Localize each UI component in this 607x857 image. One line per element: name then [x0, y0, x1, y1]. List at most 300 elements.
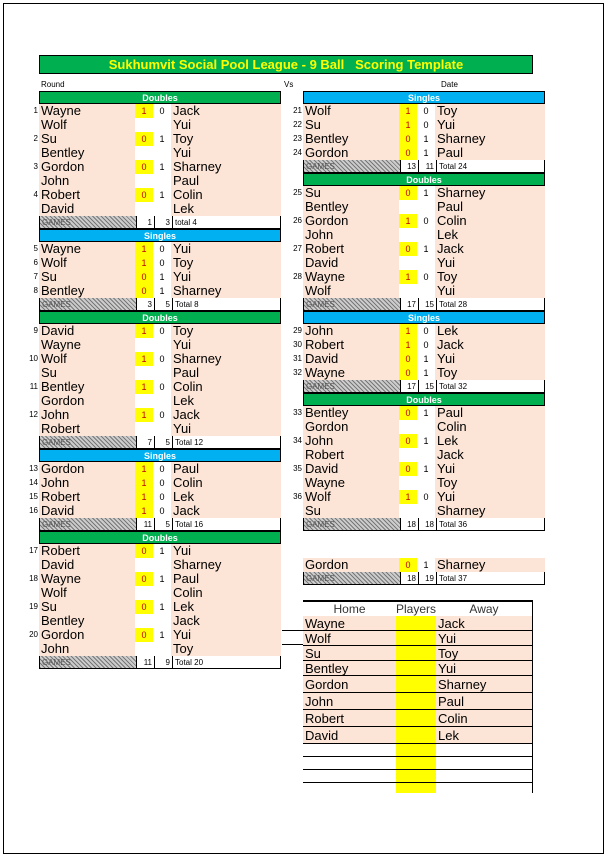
players-cell[interactable] [396, 757, 436, 769]
games-total-row [303, 518, 545, 531]
home-player[interactable]: Gordon [39, 628, 135, 642]
away-score[interactable]: 0 [153, 462, 171, 476]
score-row [33, 104, 281, 118]
games-label: GAMES [40, 216, 136, 228]
away-score[interactable] [417, 420, 435, 434]
home-score[interactable]: 1 [135, 490, 153, 504]
home-player[interactable]: Wolf [39, 256, 135, 270]
home-player[interactable]: Wayne [39, 242, 135, 256]
home-roster-empty[interactable] [303, 770, 396, 782]
home-player[interactable]: John [39, 408, 135, 422]
home-score[interactable] [135, 146, 153, 160]
away-player[interactable]: Lek [435, 434, 545, 448]
away-score[interactable] [153, 338, 171, 352]
away-score[interactable] [153, 366, 171, 380]
away-player[interactable]: Yui [171, 422, 281, 436]
away-score[interactable]: 1 [153, 600, 171, 614]
score-row [293, 270, 545, 284]
away-score[interactable]: 1 [417, 352, 435, 366]
away-player[interactable]: Yui [435, 352, 545, 366]
away-score[interactable] [417, 228, 435, 242]
home-score[interactable]: 1 [135, 380, 153, 394]
home-score[interactable]: 1 [399, 270, 417, 284]
home-score[interactable]: 0 [135, 572, 153, 586]
away-player[interactable]: Jack [435, 242, 545, 256]
games-home: 17 [400, 380, 418, 392]
home-score[interactable] [399, 420, 417, 434]
home-player[interactable]: John [303, 324, 399, 338]
away-player[interactable]: Colin [435, 214, 545, 228]
away-player[interactable]: Lek [171, 490, 281, 504]
home-player[interactable]: Bentley [39, 380, 135, 394]
home-score[interactable]: 1 [135, 242, 153, 256]
home-score[interactable] [399, 448, 417, 462]
score-row [293, 132, 545, 146]
away-score[interactable]: 1 [417, 462, 435, 476]
games-home: 1 [136, 216, 154, 228]
away-score[interactable] [417, 256, 435, 270]
home-player[interactable]: David [39, 202, 135, 216]
away-score[interactable]: 0 [417, 324, 435, 338]
away-roster-player[interactable]: Sharney [436, 676, 532, 692]
away-player[interactable]: Yui [435, 118, 545, 132]
home-player[interactable]: Wolf [39, 118, 135, 132]
home-score[interactable] [135, 338, 153, 352]
home-player[interactable]: Robert [303, 242, 399, 256]
away-player[interactable]: Yui [171, 270, 281, 284]
away-score[interactable]: 0 [417, 270, 435, 284]
away-player[interactable]: Yui [435, 284, 545, 298]
away-score[interactable] [417, 200, 435, 214]
home-roster-player[interactable]: Su [303, 646, 396, 660]
home-score[interactable] [135, 642, 153, 656]
players-cell[interactable] [396, 693, 436, 709]
players-cell[interactable] [396, 770, 436, 782]
home-score[interactable] [135, 202, 153, 216]
away-player[interactable]: Toy [435, 270, 545, 284]
away-player[interactable]: Paul [435, 200, 545, 214]
away-player[interactable]: Lek [435, 228, 545, 242]
home-player[interactable]: Wolf [303, 490, 399, 504]
away-player[interactable]: Sharney [435, 132, 545, 146]
away-player[interactable]: Yui [171, 118, 281, 132]
home-score[interactable]: 0 [135, 284, 153, 298]
away-player[interactable]: Colin [171, 188, 281, 202]
games-home: 13 [400, 160, 418, 172]
away-score[interactable]: 0 [153, 324, 171, 338]
score-row [39, 202, 281, 216]
away-score[interactable]: 0 [153, 380, 171, 394]
away-player[interactable]: Sharney [435, 558, 545, 572]
date-label: Date [441, 80, 458, 89]
home-score[interactable]: 1 [399, 214, 417, 228]
away-player[interactable]: Toy [435, 104, 545, 118]
home-score[interactable]: 1 [135, 352, 153, 366]
away-roster-empty[interactable] [436, 744, 532, 756]
away-score[interactable]: 1 [417, 366, 435, 380]
away-player[interactable]: Sharney [171, 284, 281, 298]
home-score[interactable] [399, 476, 417, 490]
home-player[interactable]: David [303, 256, 399, 270]
home-player[interactable]: Wayne [39, 104, 135, 118]
home-player[interactable]: Su [303, 118, 399, 132]
round-number: 30 [293, 340, 302, 349]
away-player[interactable]: Lek [435, 324, 545, 338]
home-score[interactable] [135, 586, 153, 600]
home-score[interactable]: 0 [135, 270, 153, 284]
away-player[interactable]: Jack [171, 504, 281, 518]
away-player[interactable]: Colin [171, 586, 281, 600]
away-player[interactable]: Colin [171, 380, 281, 394]
home-score[interactable] [135, 174, 153, 188]
home-player[interactable]: Robert [39, 422, 135, 436]
players-cell[interactable] [396, 661, 436, 675]
score-row [33, 324, 281, 338]
home-player[interactable]: Gordon [303, 146, 399, 160]
home-player[interactable]: David [39, 558, 135, 572]
away-player[interactable]: Toy [171, 642, 281, 656]
home-player[interactable]: Wayne [303, 476, 399, 490]
games-total: Total 28 [436, 298, 544, 310]
away-player[interactable]: Toy [171, 256, 281, 270]
away-roster-player[interactable]: Lek [436, 727, 532, 743]
away-score[interactable]: 1 [417, 132, 435, 146]
away-player[interactable]: Sharney [171, 160, 281, 174]
home-player[interactable]: Robert [39, 544, 135, 558]
home-player[interactable]: Su [303, 504, 399, 518]
home-player[interactable]: Gordon [39, 394, 135, 408]
away-player[interactable]: Lek [171, 394, 281, 408]
home-score[interactable]: 1 [399, 324, 417, 338]
players-cell[interactable] [396, 616, 436, 630]
home-score[interactable]: 0 [399, 242, 417, 256]
away-score[interactable]: 0 [153, 490, 171, 504]
away-score[interactable]: 0 [153, 256, 171, 270]
home-score[interactable]: 1 [135, 504, 153, 518]
away-player[interactable]: Sharney [171, 558, 281, 572]
home-header: Home [333, 602, 366, 616]
home-score[interactable]: 0 [135, 628, 153, 642]
away-score[interactable]: 1 [417, 186, 435, 200]
away-score[interactable] [153, 174, 171, 188]
away-roster-player[interactable]: Toy [436, 646, 532, 660]
away-player[interactable]: Yui [171, 628, 281, 642]
home-score[interactable] [135, 118, 153, 132]
away-score[interactable] [153, 118, 171, 132]
away-score[interactable]: 1 [153, 160, 171, 174]
score-row [39, 614, 281, 628]
home-score[interactable]: 1 [135, 324, 153, 338]
home-roster-empty[interactable] [303, 744, 396, 756]
away-score[interactable]: 1 [417, 558, 435, 572]
away-player[interactable]: Sharney [435, 186, 545, 200]
home-roster-player[interactable]: Bentley [303, 661, 396, 675]
players-cell[interactable] [396, 727, 436, 743]
away-player[interactable]: Paul [171, 572, 281, 586]
players-cell[interactable] [396, 710, 436, 726]
home-score[interactable] [399, 200, 417, 214]
away-score[interactable]: 0 [417, 338, 435, 352]
home-player[interactable]: Bentley [39, 146, 135, 160]
home-score[interactable] [135, 614, 153, 628]
home-score[interactable]: 0 [135, 132, 153, 146]
score-row [29, 380, 281, 394]
home-score[interactable] [399, 284, 417, 298]
home-score[interactable]: 0 [399, 434, 417, 448]
home-player[interactable]: Su [303, 186, 399, 200]
home-score[interactable]: 1 [135, 462, 153, 476]
away-roster-player[interactable]: Paul [436, 693, 532, 709]
away-player[interactable]: Paul [171, 174, 281, 188]
away-score[interactable] [153, 394, 171, 408]
home-player[interactable]: Robert [39, 490, 135, 504]
home-score[interactable] [399, 256, 417, 270]
home-score[interactable]: 0 [135, 544, 153, 558]
away-player[interactable]: Toy [435, 366, 545, 380]
away-player[interactable]: Yui [171, 146, 281, 160]
players-row [303, 676, 532, 693]
players-row [303, 646, 532, 661]
home-player[interactable]: John [303, 228, 399, 242]
home-score[interactable]: 1 [135, 256, 153, 270]
home-player[interactable]: Su [39, 132, 135, 146]
home-score[interactable]: 1 [399, 490, 417, 504]
home-player[interactable]: David [303, 462, 399, 476]
away-player[interactable]: Yui [171, 338, 281, 352]
home-player[interactable]: Su [39, 270, 135, 284]
away-player[interactable]: Colin [171, 476, 281, 490]
away-player[interactable]: Paul [171, 366, 281, 380]
score-row [33, 242, 281, 256]
away-score[interactable] [417, 284, 435, 298]
away-player[interactable]: Jack [171, 408, 281, 422]
home-score[interactable]: 1 [135, 104, 153, 118]
home-player[interactable]: John [39, 642, 135, 656]
round-number: 31 [293, 354, 302, 363]
home-player[interactable]: Wayne [39, 572, 135, 586]
home-player[interactable]: Wayne [303, 366, 399, 380]
away-score[interactable]: 1 [153, 132, 171, 146]
away-player[interactable]: Yui [435, 490, 545, 504]
away-score[interactable] [153, 614, 171, 628]
home-score[interactable]: 0 [399, 186, 417, 200]
away-score[interactable]: 0 [417, 118, 435, 132]
players-cell[interactable] [396, 631, 436, 645]
home-player[interactable]: Wolf [303, 284, 399, 298]
away-player[interactable]: Yui [171, 544, 281, 558]
away-score[interactable]: 1 [153, 284, 171, 298]
away-player[interactable]: Sharney [171, 352, 281, 366]
away-score[interactable] [153, 422, 171, 436]
home-player[interactable]: Wayne [39, 338, 135, 352]
home-score[interactable] [135, 558, 153, 572]
home-player[interactable]: Gordon [303, 214, 399, 228]
home-player[interactable]: Bentley [39, 614, 135, 628]
away-score[interactable] [417, 476, 435, 490]
away-score[interactable] [153, 642, 171, 656]
home-player[interactable]: Bentley [303, 132, 399, 146]
doubles-block [293, 393, 545, 531]
home-player[interactable]: Wolf [39, 352, 135, 366]
home-player[interactable]: Robert [303, 448, 399, 462]
away-score[interactable] [153, 146, 171, 160]
away-player[interactable]: Paul [171, 462, 281, 476]
round-number: 22 [293, 120, 302, 129]
home-score[interactable] [135, 366, 153, 380]
away-roster-player[interactable]: Yui [436, 631, 532, 645]
away-player[interactable]: Toy [171, 132, 281, 146]
home-score[interactable]: 0 [399, 462, 417, 476]
away-score[interactable]: 0 [153, 352, 171, 366]
games-total: Total 12 [172, 436, 280, 448]
home-score[interactable]: 0 [399, 558, 417, 572]
games-label: GAMES [304, 572, 400, 584]
home-player[interactable]: Robert [39, 188, 135, 202]
away-roster-player[interactable]: Yui [436, 661, 532, 675]
singles-block [293, 311, 545, 393]
round-number: 1 [33, 106, 38, 115]
home-player[interactable]: John [303, 434, 399, 448]
away-player[interactable]: Paul [435, 146, 545, 160]
home-roster-player[interactable]: Gordon [303, 676, 396, 692]
away-score[interactable]: 1 [417, 242, 435, 256]
home-score[interactable] [135, 394, 153, 408]
away-player[interactable]: Sharney [435, 504, 545, 518]
score-row [303, 476, 545, 490]
home-player[interactable]: Gordon [303, 420, 399, 434]
away-score[interactable]: 1 [417, 406, 435, 420]
away-score[interactable] [417, 504, 435, 518]
away-score[interactable] [417, 448, 435, 462]
away-score[interactable]: 1 [153, 188, 171, 202]
home-roster-player[interactable]: Wolf [303, 631, 396, 645]
home-player[interactable]: Bentley [39, 284, 135, 298]
players-cell[interactable] [396, 744, 436, 756]
round-number: 15 [29, 492, 38, 501]
home-player[interactable]: Wayne [303, 270, 399, 284]
home-score[interactable]: 1 [135, 408, 153, 422]
home-score[interactable]: 1 [135, 476, 153, 490]
home-score[interactable] [399, 228, 417, 242]
home-player[interactable]: Wolf [303, 104, 399, 118]
home-score[interactable]: 0 [399, 146, 417, 160]
home-score[interactable]: 1 [399, 338, 417, 352]
round-number: 33 [293, 408, 302, 417]
games-total-row [303, 572, 545, 585]
home-score[interactable]: 1 [399, 118, 417, 132]
home-player[interactable]: Robert [303, 338, 399, 352]
away-player[interactable]: Jack [435, 338, 545, 352]
home-player[interactable]: Bentley [303, 200, 399, 214]
away-score[interactable]: 1 [153, 544, 171, 558]
away-player[interactable]: Lek [171, 600, 281, 614]
home-player[interactable]: John [39, 476, 135, 490]
home-roster-player[interactable]: Robert [303, 710, 396, 726]
players-cell[interactable] [396, 646, 436, 660]
home-score[interactable]: 0 [135, 600, 153, 614]
home-player[interactable]: David [39, 504, 135, 518]
singles-block [33, 229, 281, 311]
away-player[interactable]: Yui [435, 462, 545, 476]
score-row [29, 544, 281, 558]
away-player[interactable]: Lek [171, 202, 281, 216]
away-score[interactable]: 0 [417, 104, 435, 118]
home-score[interactable]: 0 [399, 366, 417, 380]
away-score[interactable]: 1 [153, 628, 171, 642]
home-score[interactable]: 0 [135, 160, 153, 174]
home-score[interactable] [399, 504, 417, 518]
home-score[interactable]: 0 [399, 406, 417, 420]
home-player[interactable]: Su [39, 600, 135, 614]
round-number: 11 [29, 382, 38, 391]
home-score[interactable]: 0 [399, 132, 417, 146]
away-score[interactable]: 1 [417, 146, 435, 160]
away-score[interactable]: 0 [153, 408, 171, 422]
away-roster-empty[interactable] [436, 757, 532, 769]
away-score[interactable] [153, 202, 171, 216]
away-score[interactable]: 1 [153, 270, 171, 284]
home-score[interactable]: 0 [135, 188, 153, 202]
home-roster-player[interactable]: Wayne [303, 616, 396, 630]
away-score[interactable]: 0 [153, 476, 171, 490]
away-player[interactable]: Paul [435, 406, 545, 420]
away-player[interactable]: Colin [435, 420, 545, 434]
home-player[interactable]: David [303, 352, 399, 366]
away-score[interactable] [153, 586, 171, 600]
home-roster-empty[interactable] [303, 757, 396, 769]
away-player[interactable]: Toy [435, 476, 545, 490]
players-empty-row [303, 744, 532, 757]
home-player[interactable]: Gordon [39, 160, 135, 174]
away-player[interactable]: Yui [171, 242, 281, 256]
home-player[interactable]: David [39, 324, 135, 338]
games-total-row [39, 518, 281, 531]
away-player[interactable]: Jack [171, 104, 281, 118]
home-score[interactable]: 1 [399, 104, 417, 118]
away-roster-empty[interactable] [436, 770, 532, 782]
home-score[interactable]: 0 [399, 352, 417, 366]
away-score[interactable] [153, 558, 171, 572]
games-total-row [39, 216, 281, 229]
score-row [29, 408, 281, 422]
home-score[interactable] [135, 422, 153, 436]
home-roster-player[interactable]: John [303, 693, 396, 709]
home-player[interactable]: Bentley [303, 406, 399, 420]
home-roster-player[interactable]: David [303, 727, 396, 743]
home-player[interactable]: Su [39, 366, 135, 380]
away-player[interactable]: Yui [435, 256, 545, 270]
away-score[interactable]: 0 [417, 214, 435, 228]
away-roster-player[interactable]: Jack [436, 616, 532, 630]
away-score[interactable]: 1 [417, 434, 435, 448]
away-roster-player[interactable]: Colin [436, 710, 532, 726]
away-score[interactable]: 0 [417, 490, 435, 504]
away-player[interactable]: Jack [171, 614, 281, 628]
away-score[interactable]: 1 [153, 572, 171, 586]
away-player[interactable]: Jack [435, 448, 545, 462]
home-player[interactable]: John [39, 174, 135, 188]
away-score[interactable]: 0 [153, 242, 171, 256]
away-score[interactable]: 0 [153, 104, 171, 118]
home-player[interactable]: Wolf [39, 586, 135, 600]
singles-block [293, 91, 545, 173]
home-player[interactable]: Gordon [303, 558, 399, 572]
games-total: Total 32 [436, 380, 544, 392]
players-cell[interactable] [396, 676, 436, 692]
away-score[interactable]: 0 [153, 504, 171, 518]
home-player[interactable]: Gordon [39, 462, 135, 476]
away-player[interactable]: Toy [171, 324, 281, 338]
